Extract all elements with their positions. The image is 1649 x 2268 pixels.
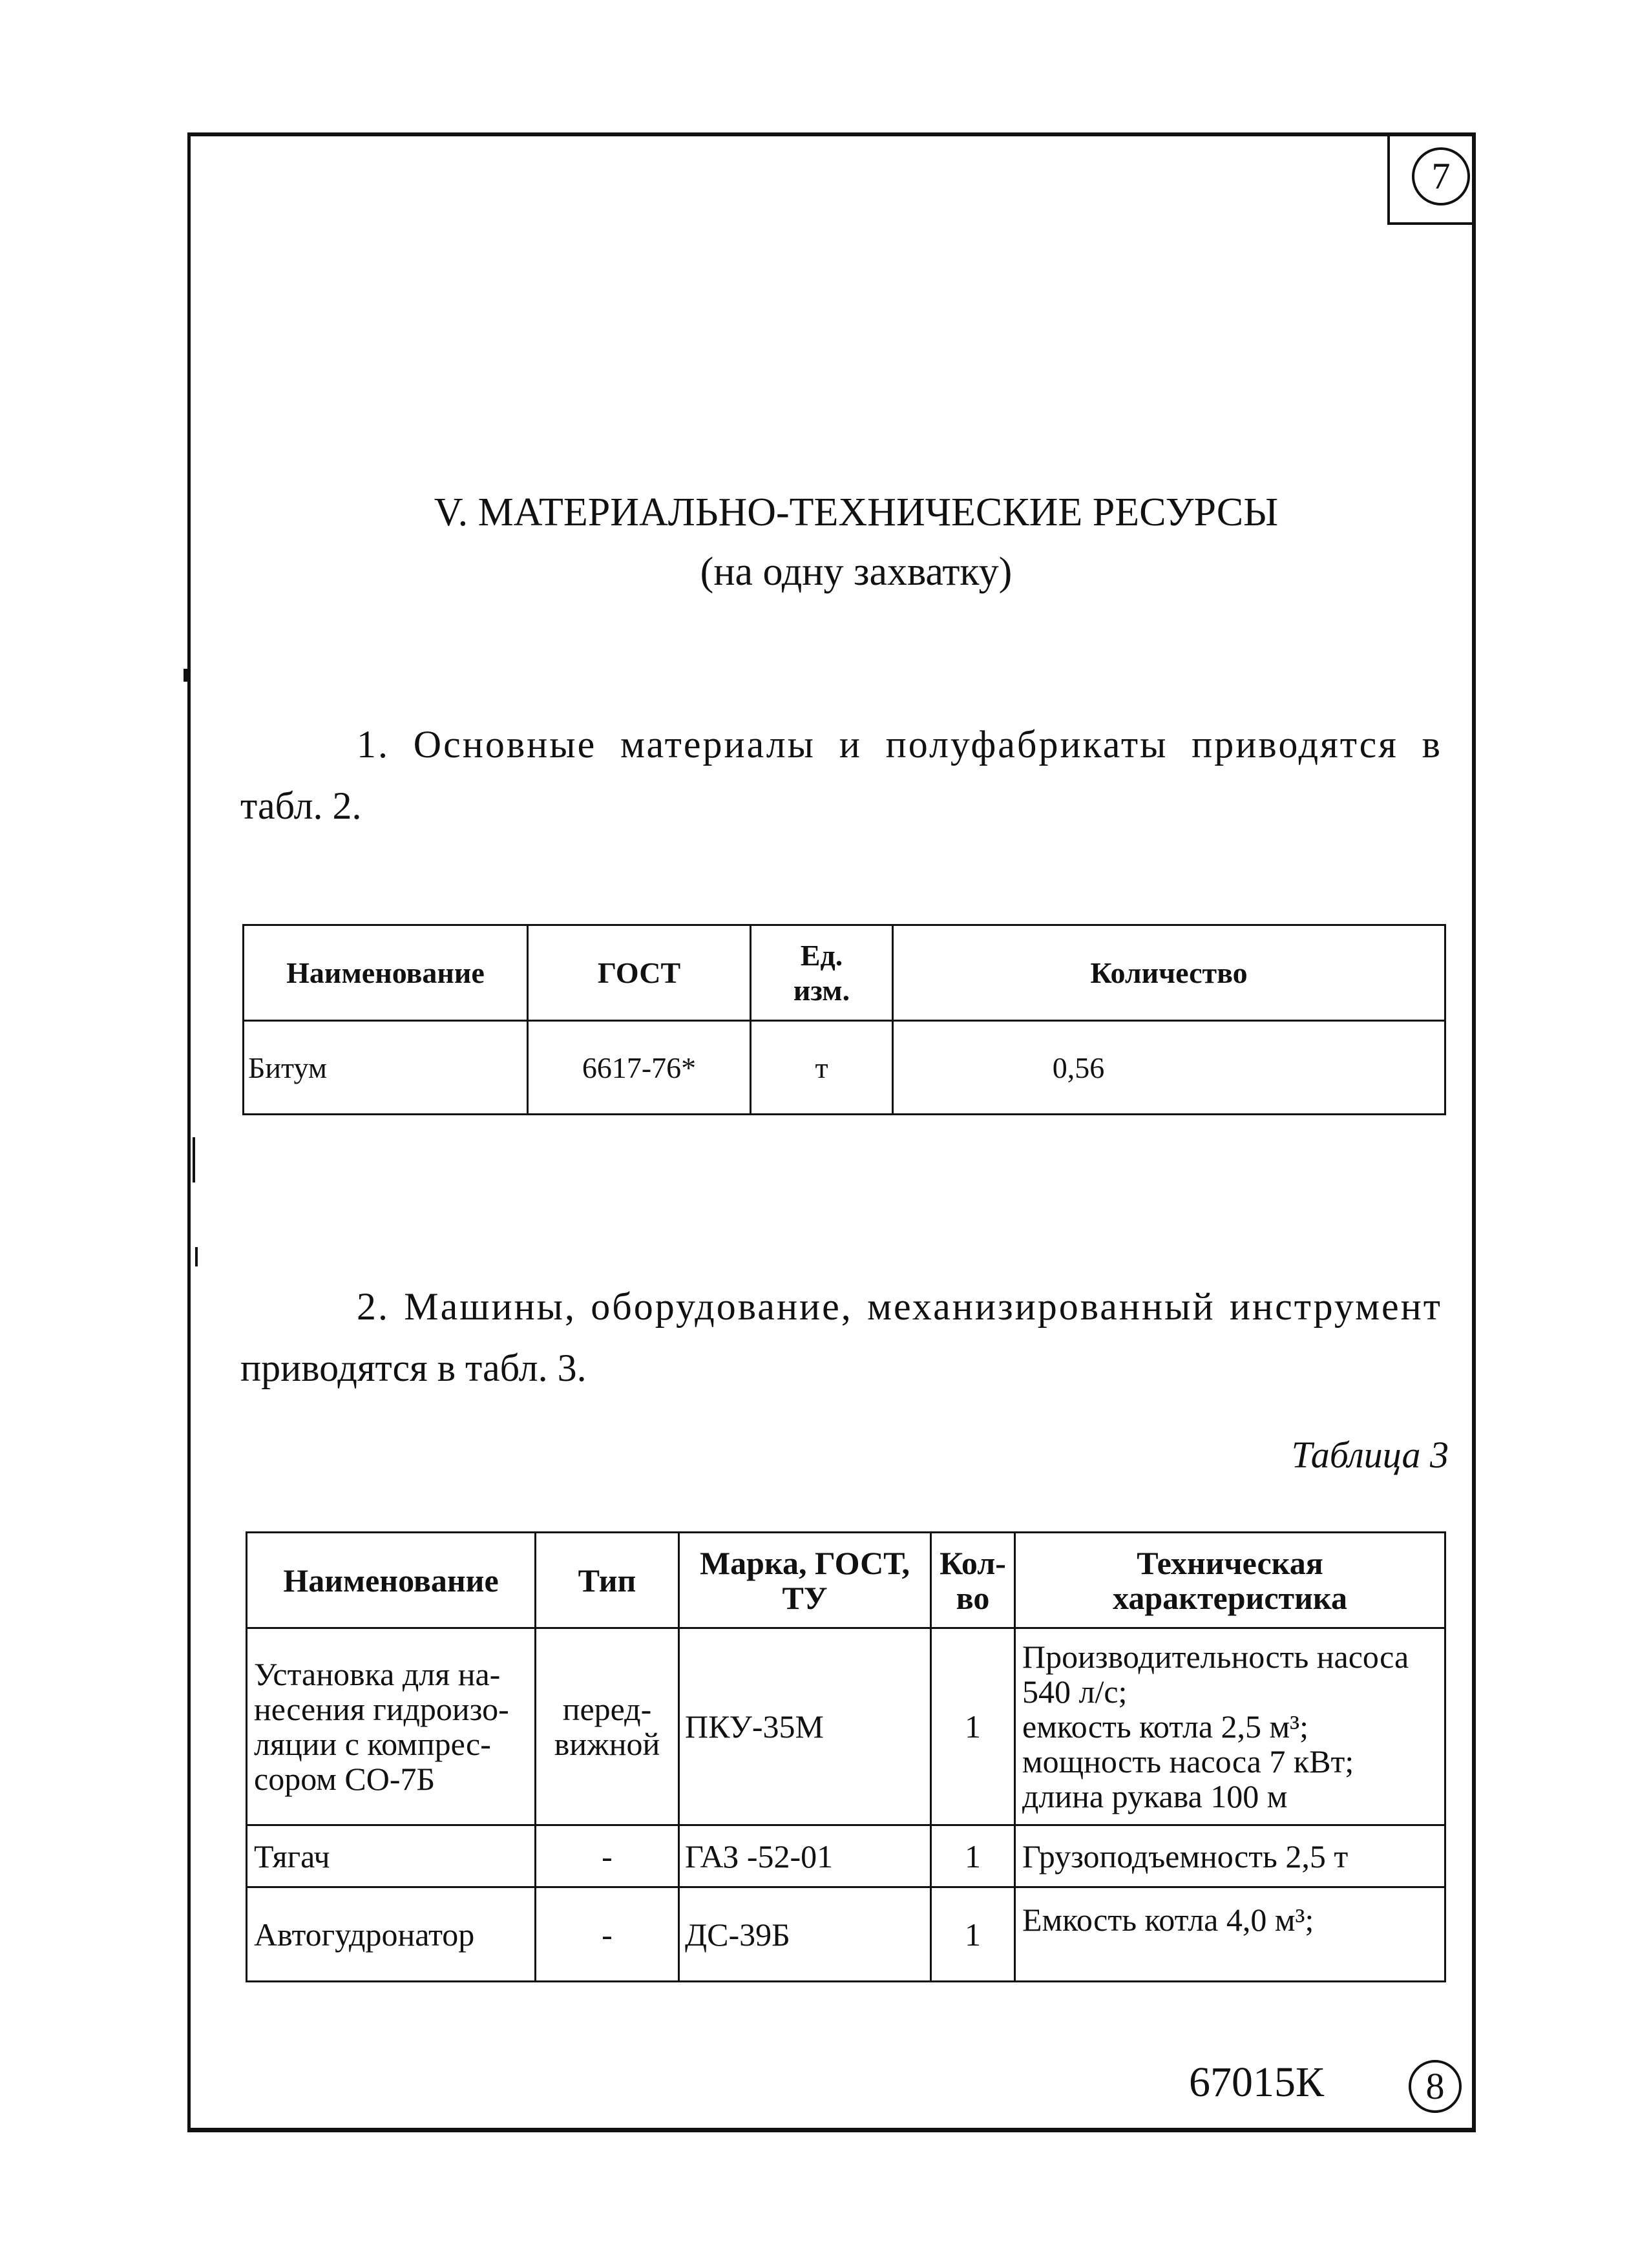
cell-brand: ДС-39Б [679, 1887, 931, 1982]
top-page-number-text: 7 [1431, 155, 1451, 197]
top-page-number [1412, 147, 1470, 205]
table-row [247, 1825, 1445, 1887]
cell-name-line: Установка для на- [254, 1656, 501, 1692]
header-brand-text: Марка, ГОСТ, ТУ [699, 1544, 910, 1616]
section-title: V. МАТЕРИАЛЬНО-ТЕХНИЧЕСКИЕ РЕСУРСЫ [434, 490, 1279, 534]
table-header-row [247, 1533, 1445, 1628]
table-row [244, 1021, 1445, 1115]
cell-name-line: сором СО-7Б [254, 1761, 436, 1797]
cell-quantity: 1 [931, 1887, 1015, 1982]
header-brand [679, 1533, 931, 1628]
cell-spec-line: 540 л/с; [1022, 1674, 1128, 1710]
header-gost: ГОСТ [528, 925, 751, 1021]
header-quantity-text: Кол-во [940, 1544, 1006, 1616]
paragraph-1-line-2: табл. 2. [240, 784, 362, 827]
cell-spec-line: емкость котла 2,5 м³; [1022, 1708, 1309, 1745]
paragraph-2-line-1: 2. Машины, оборудование, механизированный инструмент [357, 1285, 1442, 1328]
table-3-caption: Таблица 3 [1291, 1434, 1449, 1476]
cell-gost: 6617-76* [528, 1021, 751, 1115]
machinery-table [246, 1531, 1446, 1982]
header-spec-text: Техническая характеристика [1113, 1544, 1347, 1616]
cell-name: Битум [244, 1021, 528, 1115]
materials-table [242, 924, 1446, 1115]
cell-spec: Грузоподъемность 2,5 т [1015, 1825, 1445, 1887]
cell-spec-line: Производительность насоса [1022, 1639, 1409, 1675]
table-row [247, 1628, 1445, 1825]
cell-brand: ПКУ-35М [679, 1628, 931, 1825]
header-name: Наименование [247, 1533, 536, 1628]
section-subtitle: (на одну захватку) [700, 550, 1013, 594]
cell-type [536, 1628, 679, 1825]
cell-name: Тягач [247, 1825, 536, 1887]
header-quantity [931, 1533, 1015, 1628]
paragraph-2-line-2: приводятся в табл. 3. [240, 1347, 587, 1389]
header-type: Тип [536, 1533, 679, 1628]
cell-name-line: несения гидроизо- [254, 1691, 509, 1727]
header-quantity: Количество [893, 925, 1445, 1021]
cell-spec-line: длина рукава 100 м [1022, 1778, 1288, 1814]
table-header-row [244, 925, 1445, 1021]
cell-brand: ГАЗ -52-01 [679, 1825, 931, 1887]
cell-quantity: 0,56 [893, 1021, 1445, 1115]
paragraph-1 [240, 714, 1442, 837]
bottom-page-number-text: 8 [1425, 2065, 1445, 2107]
document-code: 67015К [1189, 2059, 1325, 2106]
cell-spec-line: мощность насоса 7 кВт; [1022, 1743, 1354, 1780]
paragraph-2 [240, 1276, 1442, 1399]
cell-unit: т [751, 1021, 893, 1115]
cell-type: - [536, 1887, 679, 1982]
cell-type-line: перед- [562, 1691, 652, 1727]
cell-type-line: вижной [554, 1726, 660, 1762]
scan-mark [195, 1247, 198, 1266]
table-row [247, 1887, 1445, 1982]
cell-name-line: ляции с компрес- [254, 1726, 491, 1762]
cell-type: - [536, 1825, 679, 1887]
header-spec [1015, 1533, 1445, 1628]
bottom-page-number [1409, 2060, 1462, 2113]
header-unit [751, 925, 893, 1021]
cell-name: Автогудронатор [247, 1887, 536, 1982]
cell-spec-line: Емкость котла 4,0 м³; [1022, 1902, 1314, 1938]
header-name: Наименование [244, 925, 528, 1021]
scan-mark [184, 669, 187, 682]
cell-spec [1015, 1628, 1445, 1825]
header-unit-text: Ед. изм. [793, 938, 850, 1007]
scan-mark [193, 1137, 195, 1182]
cell-quantity: 1 [931, 1628, 1015, 1825]
cell-spec [1015, 1887, 1445, 1982]
cell-name [247, 1628, 536, 1825]
cell-quantity: 1 [931, 1825, 1015, 1887]
paragraph-1-line-1: 1. Основные материалы и полуфабрикаты приводятся в [357, 723, 1442, 766]
